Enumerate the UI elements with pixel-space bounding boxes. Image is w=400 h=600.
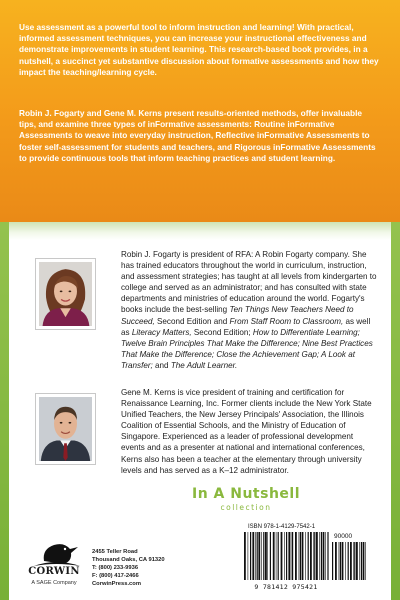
- barcode-bar: [299, 532, 300, 580]
- barcode-bar: [273, 532, 275, 580]
- blurb-paragraph-1: Use assessment as a powerful tool to inform instruction and learning! With practical, informed assessment techniques, you can increase your instructional effectiveness and demonstrate improvements in student learning. This research-based book provides, in a nutshell, a succinct yet substantive discussion about formative assessments and how they impact the teaching/learning cycle.: [19, 22, 379, 77]
- author-bio-fogarty: Robin J. Fogarty is president of RFA: A Robin Fogarty company. She has trained educators throughout the world in curriculum, instruction, and assessment strategies; has taught at all levels from kindergarten to college and served as an administrator; and has consulted with state departments and ministries of education around the world. Fogarty's books include the best-selling Ten Things New Teachers Need to Succeed, Second Edition and From Staff Room to Classroom, as well as Literacy Matters, Second Edition; How to Differentiate Learning; Twelve Brain Principles That Make the Difference; Nine Best Practices That Make the Difference; Close the Achievement Gap; A Look at Transfer; and The Adult Learner.: [121, 250, 377, 370]
- barcode-bar: [284, 532, 285, 580]
- barcode-bar: [327, 532, 328, 580]
- barcode-bar: [261, 532, 262, 580]
- publisher-name: CORWIN: [28, 566, 80, 577]
- barcode-bar: [252, 532, 254, 580]
- barcode-bar: [288, 532, 290, 580]
- barcode-bar: [300, 532, 301, 580]
- barcode-bar: [270, 532, 271, 580]
- barcode-bar: [295, 532, 297, 580]
- barcode-bar: [263, 532, 264, 580]
- barcode-bar: [342, 542, 344, 580]
- barcode-bar: [321, 532, 322, 580]
- barcode-bar: [265, 532, 267, 580]
- barcode-bar: [345, 542, 346, 580]
- price-barcode: [331, 542, 367, 580]
- barcode-bar: [365, 542, 366, 580]
- barcode-bar: [359, 542, 360, 580]
- barcode-bar: [316, 532, 318, 580]
- publisher-fax: F: (800) 417-2466: [92, 573, 139, 579]
- barcode-bar: [255, 532, 256, 580]
- barcode-bar: [310, 532, 312, 580]
- blurb-paragraph-2: Robin J. Fogarty and Gene M. Kerns present results-oriented methods, offer invaluable tips, and examine three types of inFormative assessments: Routine inFormative Assessments to weave into everyday instruction, Reflective inFormative Assessments to foster self-assessment for students and teachers, and Rigorous inFormative Assessments to provide continuous tools that inform teaching practices and student learning.: [19, 108, 376, 163]
- barcode-bar: [313, 532, 314, 580]
- publisher-tagline: A SAGE Company: [31, 580, 77, 586]
- left-green-stripe: [0, 222, 9, 600]
- band-shadow: [0, 222, 400, 240]
- barcode-digits: 9 781412 975421: [254, 583, 318, 591]
- barcode-bar: [267, 532, 268, 580]
- barcode-bar: [258, 532, 260, 580]
- barcode-bar: [340, 542, 341, 580]
- barcode-bar: [305, 532, 306, 580]
- barcode-bar: [292, 532, 293, 580]
- publisher-phone: T: (800) 233-9936: [92, 565, 139, 571]
- barcode-bar: [248, 532, 249, 580]
- author-photo-fogarty: [35, 258, 96, 330]
- author-bio-kerns: Gene M. Kerns is vice president of training and certification for Renaissance Learning, Inc. Former clients include the New York State Unified Teachers, the New Jersey Principals' Association, the Illinois Coalition of Essential Schools, and the Ministry of Education of Singapore. Experienced as a leader of professional development events and as a presenter at national and international conferences, Kerns also has been a teacher at the elementary through university levels and has served as a K–12 administrator.: [121, 388, 372, 475]
- barcode-bar: [335, 542, 337, 580]
- barcode-bar: [291, 532, 292, 580]
- series-label: collection: [220, 503, 272, 512]
- address-line-2: Thousand Oaks, CA 91320: [92, 557, 165, 563]
- series-name: In A Nutshell: [191, 486, 301, 502]
- author-photo-kerns: [35, 393, 96, 465]
- barcode-bar: [302, 532, 304, 580]
- barcode-bar: [339, 542, 340, 580]
- publisher-address: [92, 548, 172, 588]
- barcode-bar: [361, 542, 362, 580]
- barcode-bar: [319, 532, 320, 580]
- barcode-bar: [350, 542, 352, 580]
- barcode-bar: [281, 532, 283, 580]
- series-logo: [176, 486, 316, 512]
- barcode-bar: [308, 532, 309, 580]
- address-line-1: 2455 Teller Road: [92, 549, 138, 555]
- right-green-stripe: [391, 222, 400, 600]
- isbn-barcode: [243, 532, 329, 580]
- barcode-bar: [250, 532, 251, 580]
- barcode-bar: [278, 532, 279, 580]
- barcode-bar: [286, 532, 287, 580]
- barcode-bar: [363, 542, 365, 580]
- barcode-bar: [348, 542, 349, 580]
- barcode-bar: [314, 532, 315, 580]
- barcode-bar: [353, 542, 354, 580]
- price-code: 90000: [334, 533, 353, 540]
- barcode-bar: [323, 532, 325, 580]
- barcode-bar: [257, 532, 258, 580]
- barcode-bar: [332, 542, 333, 580]
- barcode-bar: [325, 532, 326, 580]
- barcode-bar: [276, 532, 277, 580]
- publisher-website: CorwinPress.com: [92, 581, 141, 587]
- isbn-label: ISBN 978-1-4129-7542-1: [248, 524, 316, 530]
- barcode-bar: [244, 532, 246, 580]
- barcode-bar: [356, 542, 358, 580]
- barcode-bar: [354, 542, 355, 580]
- back-cover-blurb-band: [0, 0, 400, 222]
